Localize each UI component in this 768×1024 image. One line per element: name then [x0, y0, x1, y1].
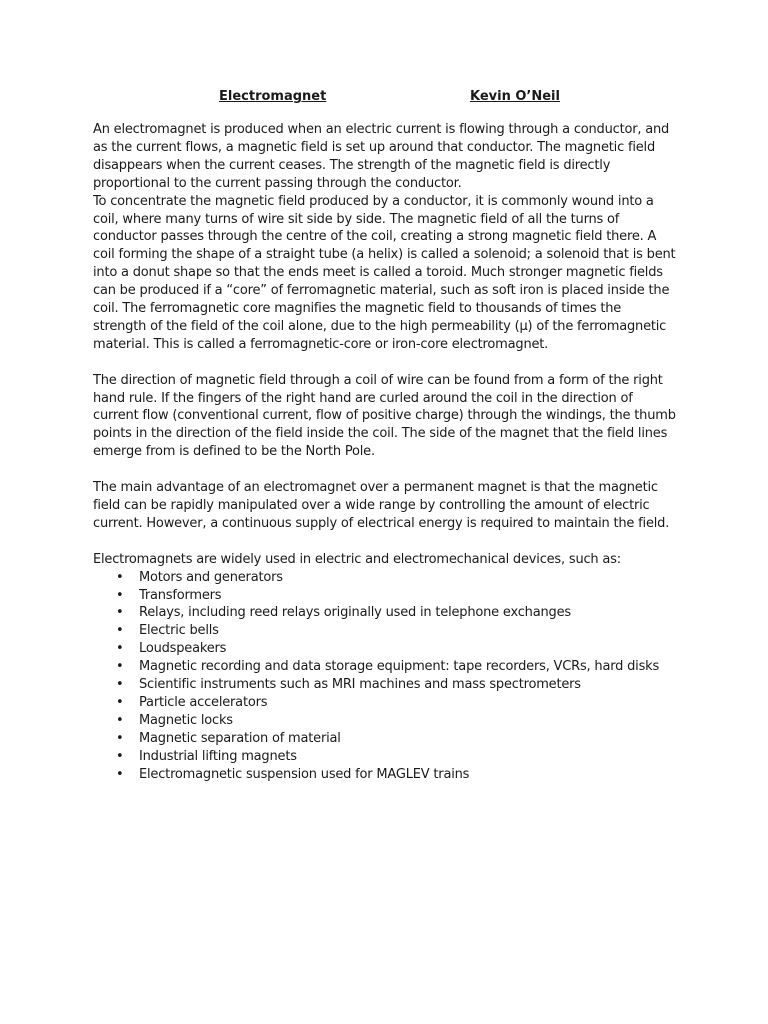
paragraph-uses-intro: Electromagnets are widely used in electric and electromechanical devices, such as:: [93, 551, 621, 567]
document-header: [0, 88, 768, 108]
bullet-icon: •: [116, 766, 124, 782]
list-item-text: Magnetic recording and data storage equipment: tape recorders, VCRs, hard disks: [139, 659, 660, 675]
bullet-icon: •: [116, 694, 124, 710]
list-item-text: Electromagnetic suspension used for MAGLEV trains: [139, 766, 470, 782]
list-item-text: Industrial lifting magnets: [139, 748, 297, 764]
paragraph-gap: [93, 354, 678, 372]
list-item: [93, 604, 678, 622]
bullet-icon: •: [116, 712, 124, 728]
list-item: [93, 694, 678, 712]
list-item-text: Motors and generators: [139, 569, 283, 585]
uses-list: [93, 569, 678, 784]
paragraph-right-hand-rule: The direction of magnetic field through a coil of wire can be found from a form of the right hand rule. If the fingers of the right hand are curled around the coil in the direction of current flow (conventional current, flow of positive charge) through the windings, the thumb points in the direction of the field inside the coil. The side of the magnet that the field lines emerge from is defined to be the North Pole.: [93, 372, 676, 460]
list-item: [93, 640, 678, 658]
list-item-text: Scientific instruments such as MRI machines and mass spectrometers: [139, 677, 581, 693]
list-item: [93, 676, 678, 694]
paragraph-gap: [93, 533, 678, 551]
bullet-icon: •: [116, 605, 124, 621]
list-item-text: Electric bells: [139, 623, 219, 639]
list-item: [93, 569, 678, 587]
bullet-icon: •: [116, 748, 124, 764]
list-item-text: Magnetic separation of material: [139, 730, 341, 746]
list-item: [93, 766, 678, 784]
list-item-text: Particle accelerators: [139, 694, 268, 710]
bullet-icon: •: [116, 569, 124, 585]
list-item: [93, 622, 678, 640]
document-body: [93, 121, 678, 783]
list-item: [93, 658, 678, 676]
list-item-text: Loudspeakers: [139, 641, 227, 657]
bullet-icon: •: [116, 730, 124, 746]
list-item-text: Magnetic locks: [139, 712, 233, 728]
list-item-text: Transformers: [139, 587, 222, 603]
paragraph-intro: An electromagnet is produced when an electric current is flowing through a conductor, and as the current flows, a magnetic field is set up around that conductor. The magnetic field disappears when the current ceases. The strength of the magnetic field is directly proportional to the current passing through the conductor.: [93, 122, 670, 191]
bullet-icon: •: [116, 587, 124, 603]
paragraph-gap: [93, 461, 678, 479]
document-author: Kevin O’Neil: [470, 89, 560, 104]
bullet-icon: •: [116, 677, 124, 693]
document-title: Electromagnet: [219, 89, 327, 104]
paragraph-advantage: The main advantage of an electromagnet over a permanent magnet is that the magnetic field can be rapidly manipulated over a wide range by controlling the amount of electric current. However, a continuous supply of electrical energy is required to maintain the field.: [93, 480, 670, 531]
bullet-icon: •: [116, 659, 124, 675]
bullet-icon: •: [116, 641, 124, 657]
list-item: [93, 587, 678, 605]
bullet-icon: •: [116, 623, 124, 639]
list-item: [93, 712, 678, 730]
list-item-text: Relays, including reed relays originally used in telephone exchanges: [139, 605, 571, 621]
list-item: [93, 748, 678, 766]
list-item: [93, 730, 678, 748]
paragraph-core: To concentrate the magnetic field produced by a conductor, it is commonly wound into a coil, where many turns of wire sit side by side. The magnetic field of all the turns of conductor passes through the centre of the coil, creating a strong magnetic field there. A coil forming the shape of a straight tube (a helix) is called a solenoid; a solenoid that is bent into a donut shape so that the ends meet is called a toroid. Much stronger magnetic fields can be produced if a “core” of ferromagnetic material, such as soft iron is placed inside the coil. The ferromagnetic core magnifies the magnetic field to thousands of times the strength of the field of the coil alone, due to the high permeability (μ) of the ferromagnetic material. This is called a ferromagnetic-core or iron-core electromagnet.: [93, 193, 676, 352]
